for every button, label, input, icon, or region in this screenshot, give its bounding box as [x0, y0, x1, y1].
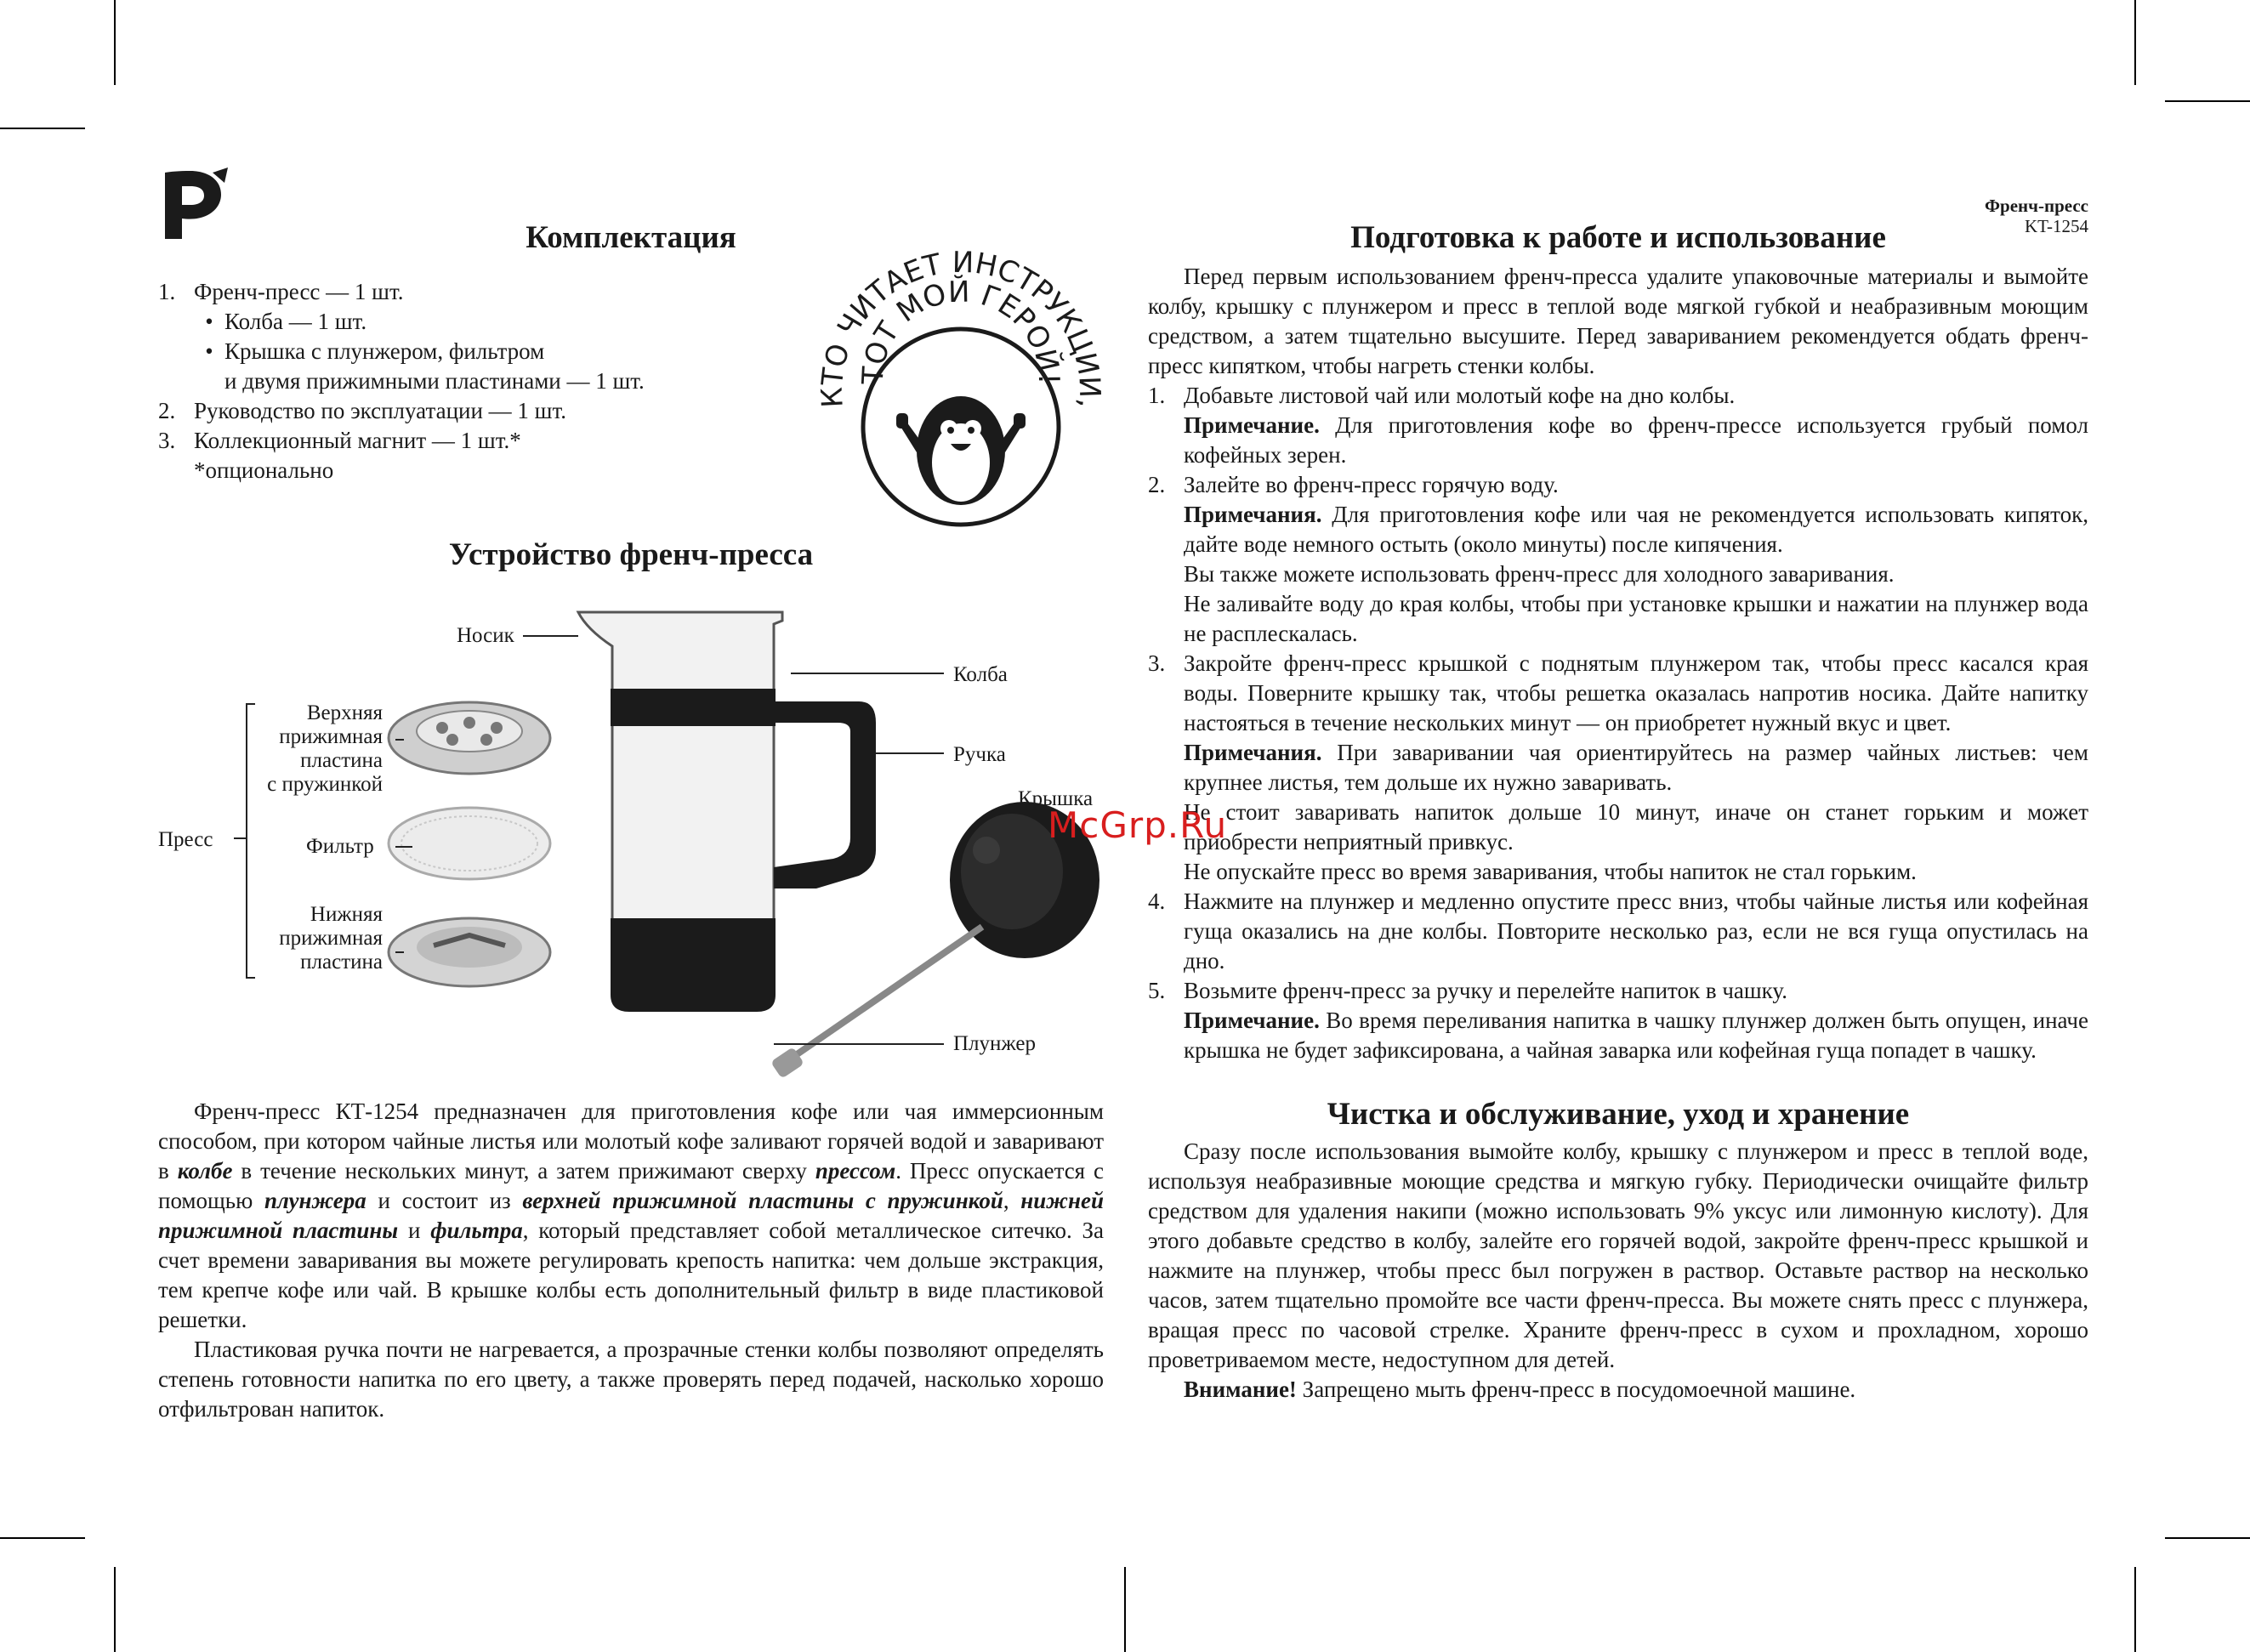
- list-item: и двумя прижимными пластинами — 1 шт.: [224, 368, 645, 394]
- device-description: [158, 1097, 1104, 1424]
- list-item: 1. Френч-пресс — 1 шт.: [158, 279, 404, 304]
- list-item: *опционально: [194, 457, 334, 483]
- list-item: 2. Руководство по эксплуатации — 1 шт.: [158, 398, 566, 423]
- list-item: 3. Коллекционный магнит — 1 шт.*: [158, 428, 521, 453]
- prep-title: Подготовка к работе и использование: [1350, 220, 1886, 255]
- label-nosik: Носик: [457, 624, 514, 647]
- label-plunzher: Плунжер: [953, 1032, 1036, 1055]
- list-item: 2. Залейте во френч-пресс горячую воду. Примечания. Для приготовления кофе или чая не рекомендуется использовать кипяток, дайте воде немного остыть (около минуты) после кипячения. Вы также можете использовать френч-пресс для холодного заваривания. Не заливайте воду до края колбы, чтобы при установке крышки и нажатии на плунжер вода не расплескалась.: [1148, 472, 2088, 646]
- crop-mark: [2165, 1537, 2250, 1539]
- header-title: Френч-пресс: [1985, 196, 2088, 216]
- stamp-line1: КТО ЧИТАЕТ ИНСТРУКЦИИ,: [815, 245, 1107, 411]
- list-item: 5. Возьмите френч-пресс за ручку и перелейте напиток в чашку. Примечание. Во время переливания напитка в чашку плунжер должен быть опущен, иначе крышка не будет зафиксирована, а чайная заварка или кофейная гуща попадет в чашку.: [1148, 978, 2088, 1063]
- crop-mark: [114, 0, 116, 85]
- label-kryshka: Крышка: [1018, 787, 1094, 810]
- description-paragraph: Френч-пресс КТ-1254 предназначен для приготовления кофе или чая иммерсионным способом, при котором чайные листья или молотый кофе заливают горячей водой и заваривают в колбе в течение нескольких минут, а затем прижимают сверху прессом. Пресс опускается с помощью плунжера и состоит из верхней прижимной пластины с пружинкой, нижней прижимной пластины и фильтра, который представляет собой металлическое ситечко. За счет времени заваривания вы можете регулировать крепость напитка: чем дольше экстракция, тем крепче кофе или чай. В крышке колбы есть дополнительный фильтр в виде пластиковой решетки.: [158, 1098, 1105, 1332]
- list-item: 3. Закройте френч-пресс крышкой с поднятым плунжером так, чтобы пресс касался края воды. Поверните крышку так, чтобы решетка оказалась напротив носика. Дайте напитку настояться в течение нескольких минут — он приобретет нужный вкус и цвет. Примечания. При заваривании чая ориентируйтесь на размер чайных листьев: чем крупнее листья, тем дольше их нужно заваривать. Не стоит заваривать напиток дольше 10 минут, иначе он станет горьким и может приобрести неприятный привкус. Не опускайте пресс во время заваривания, чтобы напиток не стал горьким.: [1148, 650, 2088, 884]
- label-kolba: Колба: [953, 663, 1008, 686]
- label-press: Пресс: [158, 828, 213, 851]
- header-model: KT-1254: [2024, 216, 2088, 236]
- list-item: 1. Добавьте листовой чай или молотый кофе на дно колбы. Примечание. Для приготовления кофе во френч-прессе используется грубый помол кофейных зерен.: [1148, 383, 2088, 468]
- device-title: Устройство френч-пресса: [448, 537, 814, 572]
- clean-paragraph: Сразу после использования вымойте колбу, крышку с плунжером и пресс в теплой воде, используя неабразивные моющие средства и мягкую губку. Периодически очищайте фильтр средством для удаления накипи (можно использовать 9% уксус или лимонную кислоту). Для этого добавьте средство в колбу, залейте его горячей водой, закройте френч-пресс крышкой и нажмите на плунжер, чтобы пресс был погружен в раствор. Оставьте раствор на несколько часов, затем тщательно промойте все части френч-пресса. Вы можете снять пресс с плунжера, вращая пресс по часовой стрелке. Храните френч-пресс в сухом и прохладном, хорошо проветриваемом месте, недоступном для детей.: [1148, 1138, 2088, 1372]
- prep-intro: Перед первым использованием френч-пресса удалите упаковочные материалы и вымойте колбу, крышку с плунжером и пресс в теплой воде мягкой губкой и неабразивным моющим средством, а затем тщательно высушите. Перед завариванием рекомендуется обдать френч-пресс кипятком, чтобы нагреть стенки колбы.: [1148, 264, 2088, 378]
- kit-title: Комплектация: [526, 220, 736, 255]
- right-column: [1148, 219, 2088, 1405]
- crop-mark: [1124, 1567, 1126, 1652]
- steps-list: [1148, 381, 2088, 1065]
- left-column: [158, 219, 1104, 574]
- label-filtr: Фильтр: [306, 835, 374, 858]
- crop-mark: [2134, 0, 2136, 85]
- list-item: • Крышка с плунжером, фильтром: [205, 338, 545, 364]
- stamp-line2: ТОТ МОЙ ГЕРОЙ!: [855, 275, 1066, 385]
- crop-mark: [0, 1537, 85, 1539]
- list-item: • Колба — 1 шт.: [205, 309, 367, 334]
- crop-mark: [114, 1567, 116, 1652]
- label-upper-plate: Верхняя прижимная пластина с пружинкой: [267, 701, 383, 796]
- label-ruchka: Ручка: [953, 743, 1006, 766]
- watermark: McGrp.Ru: [1048, 804, 1228, 846]
- description-paragraph-2: Пластиковая ручка почти не нагревается, а прозрачные стенки колбы позволяют определять степень готовности напитка по его цвету, а также проверять перед подачей, насколько хорошо отфильтрован напиток.: [158, 1337, 1104, 1422]
- clean-title: Чистка и обслуживание, уход и хранение: [1327, 1097, 1910, 1132]
- crop-mark: [2134, 1567, 2136, 1652]
- list-item: 4. Нажмите на плунжер и медленно опустите пресс вниз, чтобы чайные листья или кофейная гуща оказались на дне колбы. Повторите несколько раз, если не вся гуща опустилась на дно.: [1148, 888, 2088, 974]
- crop-mark: [2165, 100, 2250, 102]
- kit-list: [158, 277, 1104, 485]
- warning-paragraph: Внимание! Запрещено мыть френч-пресс в посудомоечной машине.: [1184, 1377, 1856, 1402]
- crop-mark: [0, 128, 85, 129]
- label-lower-plate: Нижняя прижимная пластина: [279, 903, 383, 974]
